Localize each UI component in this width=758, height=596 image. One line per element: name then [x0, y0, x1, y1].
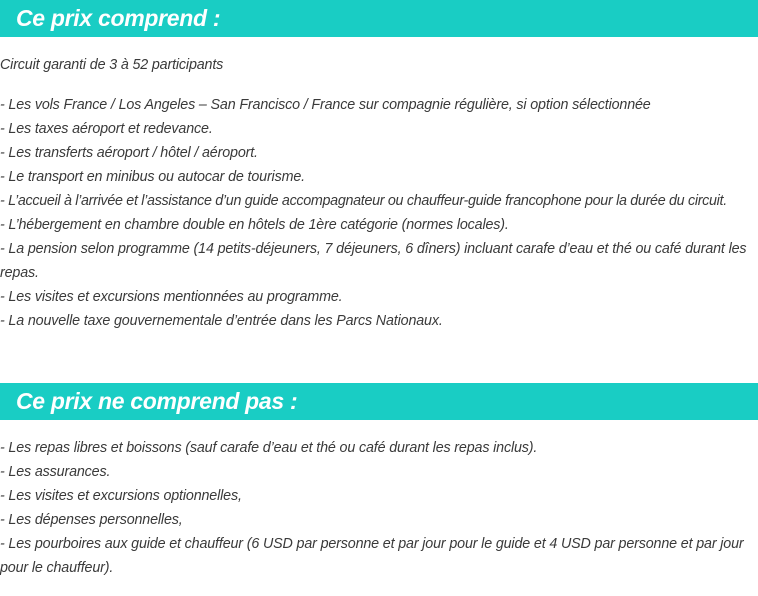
includes-item: - L’hébergement en chambre double en hôtels de 1ère catégorie (normes locales).	[0, 217, 509, 233]
excludes-title: Ce prix ne comprend pas :	[16, 388, 298, 414]
includes-item: - Les visites et excursions mentionnées au programme.	[0, 289, 343, 305]
includes-item: - La pension selon programme (14 petits-déjeuners, 7 déjeuners, 6 dîners) incluant carafe d’eau et thé ou café durant les repas.	[0, 241, 747, 281]
includes-intro: Circuit garanti de 3 à 52 participants	[0, 57, 224, 73]
includes-item: - L’accueil à l’arrivée et l’assistance d’un guide accompagnateur ou chauffeur-guide francophone pour la durée du circuit.	[0, 193, 727, 209]
includes-item: - Le transport en minibus ou autocar de tourisme.	[0, 169, 305, 185]
excludes-item: - Les pourboires aux guide et chauffeur (6 USD par personne et par jour pour le guide et 4 USD par personne et par jour pour le chauffeur).	[0, 536, 744, 576]
excludes-item: - Les dépenses personnelles,	[0, 512, 183, 528]
includes-item: - Les transferts aéroport / hôtel / aéroport.	[0, 145, 258, 161]
includes-item: - La nouvelle taxe gouvernementale d’entrée dans les Parcs Nationaux.	[0, 313, 443, 329]
includes-item: - Les taxes aéroport et redevance.	[0, 121, 213, 137]
excludes-item: - Les visites et excursions optionnelles,	[0, 488, 242, 504]
includes-section-header	[0, 0, 758, 37]
excludes-item: - Les assurances.	[0, 464, 111, 480]
includes-item: - Les vols France / Los Angeles – San Francisco / France sur compagnie régulière, si option sélectionnée	[0, 97, 651, 113]
excludes-item: - Les repas libres et boissons (sauf carafe d’eau et thé ou café durant les repas inclus).	[0, 440, 538, 456]
excludes-section-header	[0, 383, 758, 420]
includes-title: Ce prix comprend :	[16, 5, 221, 31]
